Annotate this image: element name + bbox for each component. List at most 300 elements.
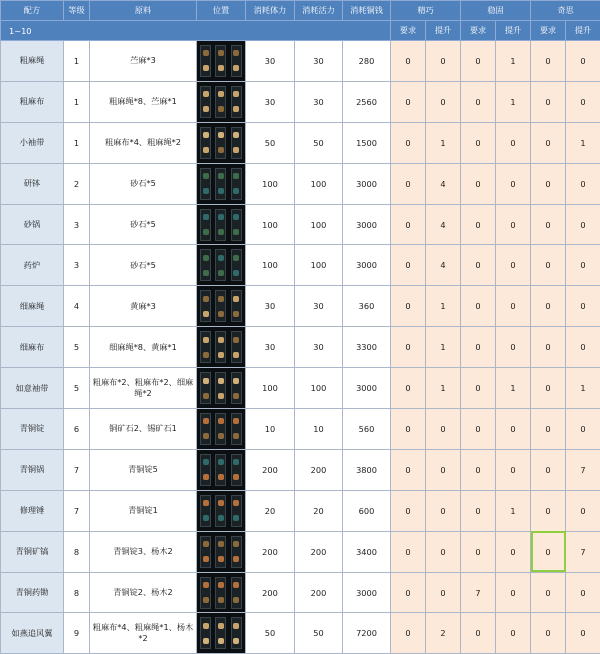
inventory-slot <box>231 413 242 445</box>
table-row <box>1 327 600 368</box>
header-boost: 提升 <box>496 21 531 41</box>
cost-stamina: 30 <box>246 41 295 82</box>
table-row <box>1 368 600 409</box>
table-row <box>1 531 600 572</box>
position-grid <box>197 86 245 118</box>
cost-vitality: 50 <box>295 122 343 163</box>
recipe-position <box>197 409 246 450</box>
recipe-position <box>197 449 246 490</box>
item-icon <box>203 500 209 506</box>
attr-require: 0 <box>391 122 426 163</box>
recipe-name: 药炉 <box>1 245 64 286</box>
attr-boost: 0 <box>426 531 461 572</box>
position-grid <box>197 454 245 486</box>
recipe-materials: 苎麻*3 <box>90 41 197 82</box>
cost-vitality: 100 <box>295 204 343 245</box>
item-icon <box>218 147 224 153</box>
inventory-slot <box>231 249 242 281</box>
cost-copper: 3000 <box>343 163 391 204</box>
recipe-materials: 粗麻布*2、粗麻布*2、细麻绳*2 <box>90 368 197 409</box>
attr-require: 0 <box>461 613 496 654</box>
position-grid <box>197 617 245 649</box>
attr-boost: 4 <box>426 245 461 286</box>
cost-copper: 3000 <box>343 204 391 245</box>
inventory-slot <box>200 454 211 486</box>
recipe-position <box>197 41 246 82</box>
cost-vitality: 30 <box>295 41 343 82</box>
item-icon <box>218 623 224 629</box>
recipe-level: 8 <box>64 572 90 613</box>
attr-require: 0 <box>391 613 426 654</box>
recipe-level: 5 <box>64 368 90 409</box>
inventory-slot <box>200 372 211 404</box>
inventory-slot <box>200 290 211 322</box>
inventory-slot <box>231 454 242 486</box>
attr-boost: 7 <box>566 531 600 572</box>
item-icon <box>203 515 209 521</box>
inventory-slot <box>215 577 226 609</box>
level-range: 1~10 <box>1 21 391 41</box>
inventory-slot <box>215 168 226 200</box>
item-icon <box>218 352 224 358</box>
attr-require: 0 <box>391 531 426 572</box>
attr-require: 0 <box>461 368 496 409</box>
inventory-slot <box>200 86 211 118</box>
inventory-slot <box>200 413 211 445</box>
recipe-position <box>197 531 246 572</box>
attr-require: 0 <box>461 286 496 327</box>
recipe-name: 修理锤 <box>1 490 64 531</box>
attr-boost: 0 <box>496 204 531 245</box>
cost-stamina: 200 <box>246 572 295 613</box>
attr-boost: 1 <box>566 368 600 409</box>
recipe-materials: 粗麻布*4、粗麻绳*1、杨木*2 <box>90 613 197 654</box>
recipe-position <box>197 613 246 654</box>
item-icon <box>233 459 239 465</box>
position-grid <box>197 168 245 200</box>
item-icon <box>203 352 209 358</box>
recipe-position <box>197 572 246 613</box>
inventory-slot <box>215 372 226 404</box>
recipe-name: 粗麻布 <box>1 81 64 122</box>
attr-boost: 1 <box>566 122 600 163</box>
attr-require: 0 <box>531 41 566 82</box>
cost-copper: 3300 <box>343 327 391 368</box>
inventory-slot <box>215 127 226 159</box>
item-icon <box>233 132 239 138</box>
recipe-level: 7 <box>64 490 90 531</box>
position-grid <box>197 536 245 568</box>
item-icon <box>218 255 224 261</box>
inventory-slot <box>200 495 211 527</box>
item-icon <box>218 50 224 56</box>
item-icon <box>233 582 239 588</box>
item-icon <box>218 214 224 220</box>
cost-vitality: 30 <box>295 327 343 368</box>
attr-boost: 0 <box>566 286 600 327</box>
item-icon <box>218 91 224 97</box>
attr-require: 0 <box>461 327 496 368</box>
attr-require: 0 <box>391 572 426 613</box>
item-icon <box>233 623 239 629</box>
position-grid <box>197 413 245 445</box>
recipe-level: 8 <box>64 531 90 572</box>
attr-boost: 1 <box>496 41 531 82</box>
attr-boost: 1 <box>496 490 531 531</box>
attr-require: 0 <box>531 368 566 409</box>
cost-vitality: 200 <box>295 449 343 490</box>
item-icon <box>218 459 224 465</box>
attr-require: 0 <box>531 81 566 122</box>
attr-require: 0 <box>461 81 496 122</box>
recipe-level: 1 <box>64 81 90 122</box>
attr-boost: 0 <box>496 327 531 368</box>
recipe-name: 青铜锅 <box>1 449 64 490</box>
header-position: 位置 <box>197 1 246 21</box>
recipe-name: 细麻布 <box>1 327 64 368</box>
item-icon <box>203 106 209 112</box>
header-level: 等级 <box>64 1 90 21</box>
attr-require: 0 <box>391 327 426 368</box>
inventory-slot <box>200 577 211 609</box>
item-icon <box>233 296 239 302</box>
item-icon <box>233 638 239 644</box>
item-icon <box>233 173 239 179</box>
inventory-slot <box>231 86 242 118</box>
table-row <box>1 204 600 245</box>
cost-stamina: 200 <box>246 449 295 490</box>
cost-stamina: 10 <box>246 409 295 450</box>
cost-copper: 3000 <box>343 572 391 613</box>
item-icon <box>233 147 239 153</box>
recipe-name: 如燕追风翼 <box>1 613 64 654</box>
cost-copper: 3400 <box>343 531 391 572</box>
attr-require: 0 <box>391 368 426 409</box>
header-require: 要求 <box>391 21 426 41</box>
inventory-slot <box>215 290 226 322</box>
cost-stamina: 100 <box>246 368 295 409</box>
recipe-materials: 青铜锭2、杨木2 <box>90 572 197 613</box>
item-icon <box>233 352 239 358</box>
inventory-slot <box>215 86 226 118</box>
item-icon <box>218 270 224 276</box>
item-icon <box>233 214 239 220</box>
item-icon <box>203 474 209 480</box>
attr-require: 0 <box>531 286 566 327</box>
item-icon <box>233 597 239 603</box>
attr-boost: 1 <box>426 286 461 327</box>
table-row <box>1 572 600 613</box>
cost-copper: 280 <box>343 41 391 82</box>
recipe-name: 青铜药锄 <box>1 572 64 613</box>
recipe-name: 研钵 <box>1 163 64 204</box>
item-icon <box>203 337 209 343</box>
attr-boost: 2 <box>426 613 461 654</box>
recipe-name: 砂锅 <box>1 204 64 245</box>
header-boost: 提升 <box>566 21 600 41</box>
item-icon <box>218 418 224 424</box>
attr-require: 0 <box>531 122 566 163</box>
item-icon <box>233 106 239 112</box>
inventory-slot <box>200 331 211 363</box>
item-icon <box>203 214 209 220</box>
item-icon <box>233 270 239 276</box>
recipe-position <box>197 490 246 531</box>
recipe-name: 青铜锭 <box>1 409 64 450</box>
inventory-slot <box>200 249 211 281</box>
item-icon <box>203 147 209 153</box>
attr-require: 0 <box>531 409 566 450</box>
attr-require: 0 <box>461 531 496 572</box>
attr-boost: 0 <box>496 122 531 163</box>
attr-require: 0 <box>391 409 426 450</box>
item-icon <box>218 337 224 343</box>
recipe-level: 1 <box>64 41 90 82</box>
inventory-slot <box>200 168 211 200</box>
inventory-slot <box>231 168 242 200</box>
attr-require: 0 <box>531 245 566 286</box>
table-row <box>1 613 600 654</box>
attr-boost: 0 <box>426 490 461 531</box>
cost-vitality: 30 <box>295 81 343 122</box>
position-grid <box>197 577 245 609</box>
item-icon <box>203 597 209 603</box>
cost-copper: 600 <box>343 490 391 531</box>
item-icon <box>218 378 224 384</box>
recipe-materials: 青铜锭3、杨木2 <box>90 531 197 572</box>
cost-vitality: 20 <box>295 490 343 531</box>
recipe-materials: 黄麻*3 <box>90 286 197 327</box>
inventory-slot <box>215 495 226 527</box>
inventory-slot <box>200 209 211 241</box>
recipe-name: 青铜矿镐 <box>1 531 64 572</box>
recipe-materials: 砂石*5 <box>90 163 197 204</box>
recipe-position <box>197 81 246 122</box>
inventory-slot <box>215 249 226 281</box>
item-icon <box>203 132 209 138</box>
header-group-finesse: 精巧 <box>391 1 461 21</box>
attr-require: 0 <box>531 204 566 245</box>
position-grid <box>197 127 245 159</box>
item-icon <box>203 65 209 71</box>
cost-vitality: 100 <box>295 368 343 409</box>
recipe-materials: 细麻绳*8、黄麻*1 <box>90 327 197 368</box>
cost-stamina: 100 <box>246 204 295 245</box>
table-row <box>1 122 600 163</box>
item-icon <box>218 188 224 194</box>
cost-copper: 1500 <box>343 122 391 163</box>
position-grid <box>197 372 245 404</box>
recipe-level: 3 <box>64 204 90 245</box>
item-icon <box>203 582 209 588</box>
recipe-materials: 粗麻布*4、粗麻绳*2 <box>90 122 197 163</box>
attr-require: 0 <box>531 449 566 490</box>
recipe-position <box>197 327 246 368</box>
attr-boost: 4 <box>426 163 461 204</box>
inventory-slot <box>231 617 242 649</box>
item-icon <box>203 556 209 562</box>
attr-boost: 0 <box>426 449 461 490</box>
item-icon <box>233 188 239 194</box>
item-icon <box>218 106 224 112</box>
attr-boost: 0 <box>496 449 531 490</box>
recipe-level: 6 <box>64 409 90 450</box>
attr-boost: 0 <box>566 613 600 654</box>
cost-copper: 3000 <box>343 368 391 409</box>
item-icon <box>203 296 209 302</box>
item-icon <box>233 65 239 71</box>
inventory-slot <box>200 127 211 159</box>
recipe-level: 2 <box>64 163 90 204</box>
cost-stamina: 100 <box>246 163 295 204</box>
item-icon <box>218 582 224 588</box>
attr-boost: 1 <box>426 122 461 163</box>
attr-boost: 1 <box>426 327 461 368</box>
attr-require: 0 <box>391 204 426 245</box>
item-icon <box>233 500 239 506</box>
attr-boost: 0 <box>426 572 461 613</box>
inventory-slot <box>215 413 226 445</box>
recipe-materials: 青铜锭5 <box>90 449 197 490</box>
attr-boost: 0 <box>426 409 461 450</box>
item-icon <box>218 541 224 547</box>
item-icon <box>233 515 239 521</box>
recipe-position <box>197 204 246 245</box>
item-icon <box>218 311 224 317</box>
recipe-level: 3 <box>64 245 90 286</box>
attr-boost: 0 <box>496 286 531 327</box>
attr-boost: 1 <box>496 368 531 409</box>
header-recipe: 配方 <box>1 1 64 21</box>
inventory-slot <box>231 495 242 527</box>
item-icon <box>233 393 239 399</box>
attr-require: 0 <box>461 163 496 204</box>
item-icon <box>203 433 209 439</box>
item-icon <box>233 255 239 261</box>
item-icon <box>233 337 239 343</box>
attr-boost: 0 <box>496 409 531 450</box>
recipe-level: 1 <box>64 122 90 163</box>
item-icon <box>203 270 209 276</box>
inventory-slot <box>231 577 242 609</box>
attr-boost: 0 <box>566 81 600 122</box>
table-row <box>1 81 600 122</box>
item-icon <box>203 255 209 261</box>
attr-boost: 1 <box>426 368 461 409</box>
attr-boost: 0 <box>566 572 600 613</box>
attr-require: 0 <box>531 490 566 531</box>
attr-boost: 0 <box>566 41 600 82</box>
attr-boost: 0 <box>566 490 600 531</box>
item-icon <box>218 65 224 71</box>
table-row <box>1 41 600 82</box>
cost-copper: 360 <box>343 286 391 327</box>
inventory-slot <box>215 331 226 363</box>
cost-stamina: 20 <box>246 490 295 531</box>
cost-vitality: 100 <box>295 163 343 204</box>
item-icon <box>218 556 224 562</box>
attr-require: 0 <box>391 449 426 490</box>
attr-require: 0 <box>461 41 496 82</box>
inventory-slot <box>200 45 211 77</box>
header-vitality: 消耗活力 <box>295 1 343 21</box>
header-copper: 消耗铜钱 <box>343 1 391 21</box>
item-icon <box>203 623 209 629</box>
cost-copper: 7200 <box>343 613 391 654</box>
attr-require: 0 <box>461 449 496 490</box>
attr-boost: 0 <box>566 327 600 368</box>
inventory-slot <box>231 127 242 159</box>
attr-require: 0 <box>461 122 496 163</box>
inventory-slot <box>231 209 242 241</box>
inventory-slot <box>215 209 226 241</box>
attr-boost: 0 <box>496 531 531 572</box>
item-icon <box>233 50 239 56</box>
recipe-materials: 砂石*5 <box>90 204 197 245</box>
item-icon <box>233 556 239 562</box>
recipe-name: 小袖带 <box>1 122 64 163</box>
item-icon <box>233 229 239 235</box>
attr-require: 0 <box>531 531 566 572</box>
item-icon <box>203 418 209 424</box>
cost-vitality: 10 <box>295 409 343 450</box>
attr-boost: 0 <box>496 572 531 613</box>
inventory-slot <box>215 536 226 568</box>
inventory-slot <box>215 617 226 649</box>
item-icon <box>233 311 239 317</box>
header-group-ingenuity: 奇思 <box>531 1 600 21</box>
position-grid <box>197 45 245 77</box>
item-icon <box>233 474 239 480</box>
cost-copper: 560 <box>343 409 391 450</box>
position-grid <box>197 495 245 527</box>
cost-copper: 3800 <box>343 449 391 490</box>
cost-copper: 3000 <box>343 245 391 286</box>
recipe-level: 7 <box>64 449 90 490</box>
item-icon <box>203 541 209 547</box>
cost-stamina: 30 <box>246 81 295 122</box>
attr-require: 7 <box>461 572 496 613</box>
header-materials: 原料 <box>90 1 197 21</box>
item-icon <box>203 459 209 465</box>
cost-vitality: 200 <box>295 531 343 572</box>
table-row <box>1 245 600 286</box>
item-icon <box>233 91 239 97</box>
item-icon <box>233 418 239 424</box>
item-icon <box>218 515 224 521</box>
recipe-level: 9 <box>64 613 90 654</box>
header-boost: 提升 <box>426 21 461 41</box>
item-icon <box>203 638 209 644</box>
attr-boost: 0 <box>566 409 600 450</box>
attr-boost: 0 <box>496 245 531 286</box>
item-icon <box>203 50 209 56</box>
item-icon <box>203 311 209 317</box>
item-icon <box>233 433 239 439</box>
cost-vitality: 100 <box>295 245 343 286</box>
item-icon <box>233 378 239 384</box>
attr-boost: 0 <box>426 81 461 122</box>
attr-require: 0 <box>391 490 426 531</box>
inventory-slot <box>231 45 242 77</box>
cost-stamina: 100 <box>246 245 295 286</box>
recipe-level: 5 <box>64 327 90 368</box>
inventory-slot <box>231 290 242 322</box>
item-icon <box>218 433 224 439</box>
inventory-slot <box>231 331 242 363</box>
item-icon <box>203 393 209 399</box>
position-grid <box>197 209 245 241</box>
